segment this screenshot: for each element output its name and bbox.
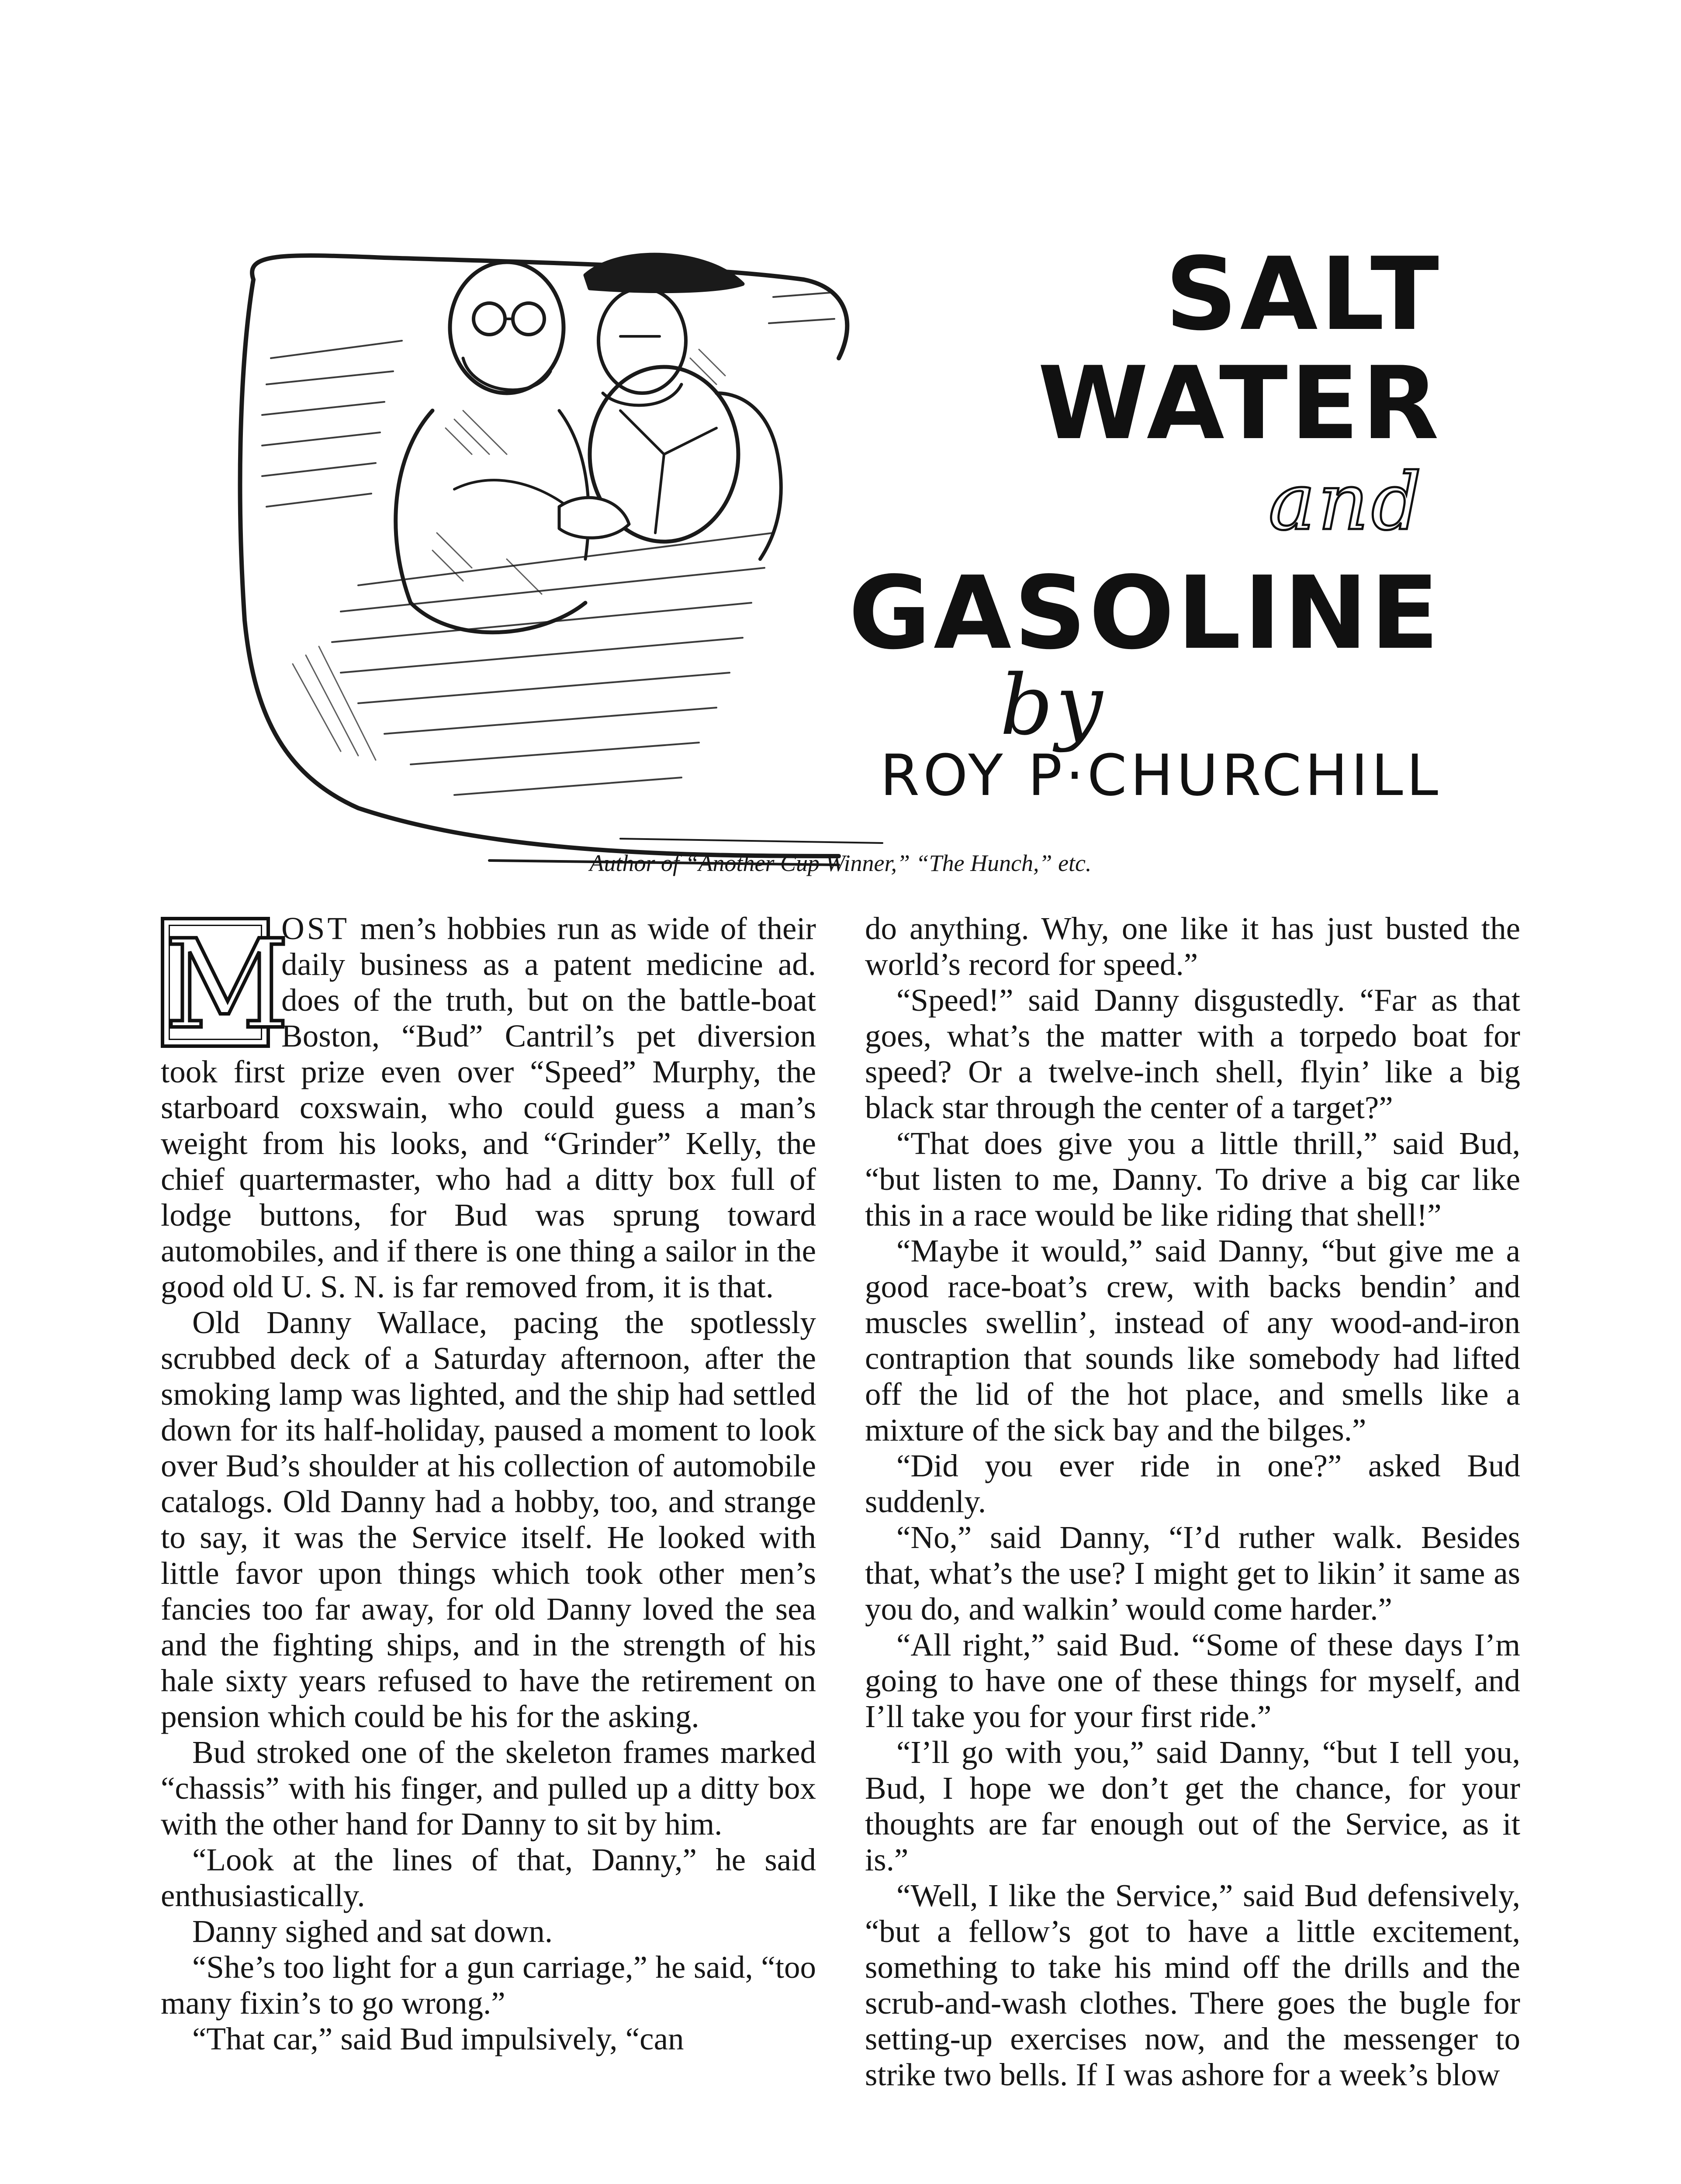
paragraph: “That does give you a little thrill,” said Bud, “but listen to me, Danny. To drive a big car like this in a race would be like riding that shell!”	[865, 1126, 1520, 1233]
paragraph: Bud stroked one of the skeleton frames marked “chassis” with his finger, and pulled up a ditty box with the other hand for Danny to sit by him.	[161, 1735, 816, 1842]
paragraph: “Well, I like the Service,” said Bud defensively, “but a fellow’s got to have a little excitement, something to take his mind off the drills and the scrub-and-wash clothes. There goes the bugle for setting-up exercises now, and the messenger to strike two bells. If I was ashore for a week’s blow	[865, 1878, 1520, 2092]
drop-cap: M	[161, 917, 270, 1048]
paragraph: Danny sighed and sat down.	[192, 1914, 553, 1949]
title-line-and: and	[1268, 456, 1424, 548]
paragraph: “All right,” said Bud. “Some of these days I’m going to have one of these things for myself, and I’ll take you for your first ride.”	[865, 1627, 1520, 1734]
text-column-left	[161, 911, 816, 2057]
paragraph: “That car,” said Bud impulsively, “can	[192, 2021, 684, 2056]
paragraph: “I’ll go with you,” said Danny, “but I tell you, Bud, I hope we don’t get the chance, for your thoughts are far enough out of the Service, as it is.”	[865, 1735, 1520, 1877]
author-name: ROY P·CHURCHILL	[880, 742, 1442, 809]
paragraph: “Maybe it would,” said Danny, “but give me a good race-boat’s crew, with backs bendin’ and muscles swellin’, instead of any wood-and-iron contraption that sounds like somebody had lifted off the lid of the hot place, and smells like a mixture of the sick bay and the bilges.”	[865, 1233, 1520, 1448]
paragraph: Old Danny Wallace, pacing the spotlessly scrubbed deck of a Saturday afternoon, after the smoking lamp was lighted, and the ship had settled down for its half-holiday, paused a moment to look over Bud’s shoulder at his collection of automobile catalogs. Old Danny had a hobby, too, and strange to say, it was the Service itself. He looked with little favor upon things which took other men’s fancies too far away, for old Danny loved the sea and the fighting ships, and in the strength of his hale sixty years refused to have the retirement on pension which could be his for the asking.	[161, 1305, 816, 1734]
paragraph: do anything. Why, one like it has just busted the world’s record for speed.”	[865, 911, 1520, 982]
paragraph: “She’s too light for a gun carriage,” he said, “too many fixin’s to go wrong.”	[161, 1949, 816, 2021]
paragraph: “Did you ever ride in one?” asked Bud suddenly.	[865, 1448, 1520, 1519]
paragraph: “Look at the lines of that, Danny,” he said enthusiastically.	[161, 1842, 816, 1913]
paragraph	[161, 911, 816, 1305]
title-line-salt: SALT	[1165, 236, 1442, 353]
text-column-right	[865, 911, 1520, 2093]
author-credit: Author of “Another Cup Winner,” “The Hunch,” etc.	[589, 850, 1092, 876]
lead-smallcaps: OST	[281, 911, 349, 946]
title-line-gasoline: GASOLINE	[848, 555, 1442, 672]
paragraph-text: men’s hobbies run as wide of their daily business as a patent medicine ad. does of the truth, but on the battle-boat Boston, “Bud” Cantril’s pet diversion took first prize even over “Speed” Murphy, the starboard coxswain, who could guess a man’s weight from his looks, and “Grinder” Kelly, the chief quartermaster, who had a ditty box full of lodge buttons, for Bud was sprung toward automobiles, and if there is one thing a sailor in the good old U. S. N. is far removed from, it is that.	[161, 911, 816, 1304]
article-title	[795, 236, 1442, 809]
paragraph: “No,” said Danny, “I’d ruther walk. Besides that, what’s the use? I might get to likin’ it same as you do, and walkin’ would come harder.”	[865, 1520, 1520, 1627]
title-line-water: WATER	[1038, 346, 1442, 462]
paragraph: “Speed!” said Danny disgustedly. “Far as that goes, what’s the matter with a torpedo boat for speed? Or a twelve-inch shell, flyin’ like a big black star through the center of a target?”	[865, 982, 1520, 1125]
byline-by: by	[1000, 657, 1105, 753]
